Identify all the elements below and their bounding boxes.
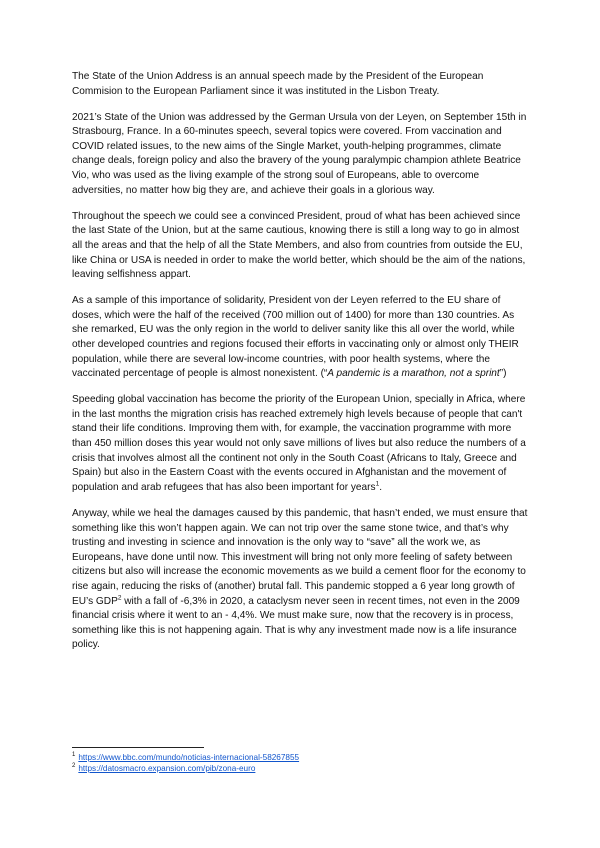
footnote-number: 2 [72, 763, 76, 770]
pandemic-quote: A pandemic is a marathon, not a sprint [327, 368, 500, 380]
solidarity-text: As a sample of this importance of solidarity, President von der Leyen referred to the EU share of doses, which were the half of the received (700 million out of 1400) for more than 130 countries. As she remarked, EU was the only region in the world to deliver sanity like this all over the world, while other developed countries and regions focused their efforts in vaccinating only or almost only THEIR population, while there are several low-income countries, with poor health systems, where the vaccinated percentage of people is almost nonexistent. (“ [72, 295, 519, 380]
quote-close: ”) [499, 368, 507, 380]
recovery-text-b: with a fall of -6,3% in 2020, a cataclysm never seen in recent times, not even in the 2009 financial crisis where it went to an - 4,4%. We must make sure, now that the recovery is in process, something like this is not happening again. That is why any investment made now is a life insurance policy. [72, 595, 520, 651]
paragraph-solidarity [72, 294, 532, 382]
footnote-separator [72, 747, 204, 748]
footnote-link-datosmacro[interactable]: https://datosmacro.expansion.com/pib/zona-euro [78, 764, 256, 773]
footnote-ref-2[interactable]: 2 [117, 594, 122, 602]
paragraph-president-tone: Throughout the speech we could see a convinced President, proud of what has been achieved since the last State of the Union, but at the same cautious, knowing there is still a long way to go in almost all the areas and that the help of all the State Members, and also from countries from outside the EU, like China or USA is needed in order to make the world better, which should be the aim of the nations, leaving selfishness appart. [72, 210, 526, 281]
recovery-text-a: Anyway, while we heal the damages caused by this pandemic, that hasn’t ended, we must ensure that something like this won’t happen again. We can not trip over the same stone twice, and that’s why trusting and investing in science and innovation is the only way to “save” all the work we, as Europeans, have done until now. This investment will bring not only more feeling of safety between citizens but also will increase the economic movements as we build a cement floor for the economy to rise again, reducing the risks of (another) brutal fall. This pandemic stopped a 6 year long growth of EU’s GDP [72, 507, 528, 607]
vaccination-text: Speeding global vaccination has become the priority of the European Union, specially in Africa, where in the last months the migration crisis has reached extremely high levels because of people that can't stand their life conditions. Improving them with, for example, the vaccination programme with more than 450 million doses this year would not only save millions of lives but also reduce the numbers of a crisis that involves almost all the continent not only in the South Coast (Africans to Italy, Greece and Spain) but also in the Eastern Coast with the events occured in Afghanistan and the movement of population and arab refugees that has also been important for years [72, 394, 526, 493]
footnote-ref-1[interactable]: 1 [375, 480, 380, 488]
footnote-number: 1 [72, 752, 76, 759]
footnote-link-bbc[interactable]: https://www.bbc.com/mundo/noticias-internacional-58267855 [78, 753, 300, 762]
footnote-1 [72, 752, 532, 763]
paragraph-recovery [72, 507, 532, 653]
footnote-2 [72, 763, 532, 774]
paragraph-global-vaccination [72, 393, 532, 495]
document-body [72, 70, 532, 664]
vaccination-period: . [379, 481, 383, 493]
paragraph-intro: The State of the Union Address is an annual speech made by the President of the European Commision to the European Parliament since it was instituted in the Lisbon Treaty. [72, 71, 484, 97]
paragraph-speech-overview: 2021’s State of the Union was addressed by the German Ursula von der Leyen, on September 15th in Strasbourg, France. In a 60-minutes speech, several topics were covered. From vaccination and COVID related issues, to the new aims of the Single Market, youth-helping programmes, climate change deals, foreign policy and also the bravery of the young paralympic champion athlete Beatrice Vio, who was used as the living example of the strong soul of Europeans, able to overcome adversities, no matter how big they are, and achieve their goals in a glorious way. [72, 111, 527, 196]
footnotes [72, 752, 532, 774]
